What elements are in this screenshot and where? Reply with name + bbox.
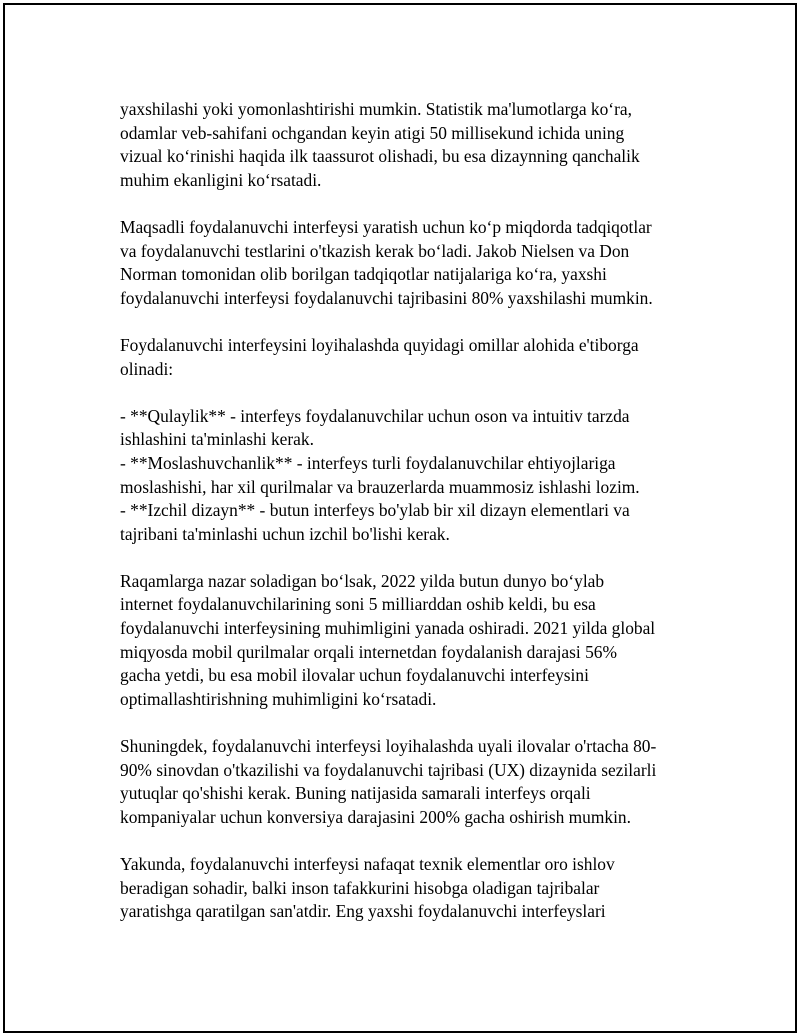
document-body (120, 98, 700, 947)
list-item-line: - **Moslashuvchanlik** - interfeys turli foydalanuvchilar ehtiyojlariga (120, 452, 616, 473)
text-line: Maqsadli foydalanuvchi interfeysi yaratish uchun ko‘p miqdorda tadqiqotlar (120, 216, 652, 237)
text-line: Norman tomonidan olib borilgan tadqiqotlar natijalariga ko‘ra, yaxshi (120, 264, 607, 285)
text-line: kompaniyalar uchun konversiya darajasini 200% gacha oshirish mumkin. (120, 806, 631, 827)
list-item-line: tajribani ta'minlashi uchun izchil bo'lishi kerak. (120, 523, 450, 544)
paragraph-conclusion (120, 853, 700, 924)
text-line: odamlar veb-sahifani ochgandan keyin atigi 50 millisekund ichida uning (120, 122, 625, 143)
text-line: muhim ekanligini ko‘rsatadi. (120, 169, 322, 190)
text-line: gacha yetdi, bu esa mobil ilovalar uchun foydalanuvchi interfeysini (120, 665, 589, 686)
text-line: Raqamlarga nazar soladigan bo‘lsak, 2022 yilda butun dunyo bo‘ylab (120, 570, 605, 591)
paragraph-intro-continuation (120, 98, 700, 192)
text-line: olinadi: (120, 358, 174, 379)
paragraph-factors-intro (120, 334, 700, 381)
text-line: Shuningdek, foydalanuvchi interfeysi loyihalashda uyali ilovalar o'rtacha 80- (120, 736, 657, 757)
text-line: 90% sinovdan o'tkazilishi va foydalanuvchi tajribasi (UX) dizaynida sezilarli (120, 759, 657, 780)
text-line: Yakunda, foydalanuvchi interfeysi nafaqat texnik elementlar oro ishlov (120, 854, 615, 874)
list-item-line: moslashishi, har xil qurilmalar va brauzerlarda muammosiz ishlashi lozim. (120, 476, 640, 497)
factors-list (120, 405, 700, 547)
text-line: foydalanuvchi interfeysi foydalanuvchi tajribasini 80% yaxshilashi mumkin. (120, 287, 653, 308)
text-line: miqyosda mobil qurilmalar orqali internetdan foydalanish darajasi 56% (120, 641, 617, 662)
text-line: Foydalanuvchi interfeysini loyihalashda quyidagi omillar alohida e'tiborga (120, 334, 639, 355)
page-frame (3, 3, 797, 1033)
text-line: yaratishga qaratilgan san'atdir. Eng yaxshi foydalanuvchi interfeyslari (120, 901, 606, 922)
list-item-line: - **Qulaylik** - interfeys foydalanuvchilar uchun oson va intuitiv tarzda (120, 405, 630, 426)
text-line: vizual ko‘rinishi haqida ilk taassurot olishadi, bu esa dizaynning qanchalik (120, 146, 640, 167)
text-line: foydalanuvchi interfeysining muhimligini yanada oshiradi. 2021 yilda global (120, 618, 656, 639)
paragraph-research (120, 216, 700, 310)
list-item-line: ishlashini ta'minlashi kerak. (120, 429, 314, 450)
text-line: yutuqlar qo'shishi kerak. Buning natijasida samarali interfeys orqali (120, 783, 591, 804)
text-line: beradigan sohadir, balki inson tafakkurini hisobga oladigan tajribalar (120, 877, 600, 898)
paragraph-statistics (120, 570, 700, 712)
text-line: va foydalanuvchi testlarini o'tkazish kerak bo‘ladi. Jakob Nielsen va Don (120, 240, 630, 261)
paragraph-testing (120, 735, 700, 829)
text-line: yaxshilashi yoki yomonlashtirishi mumkin. Statistik ma'lumotlarga ko‘ra, (120, 99, 632, 119)
list-item-line: - **Izchil dizayn** - butun interfeys bo'ylab bir xil dizayn elementlari va (120, 500, 630, 521)
text-line: optimallashtirishning muhimligini ko‘rsatadi. (120, 688, 437, 709)
text-line: internet foydalanuvchilarining soni 5 milliarddan oshib keldi, bu esa (120, 594, 596, 615)
